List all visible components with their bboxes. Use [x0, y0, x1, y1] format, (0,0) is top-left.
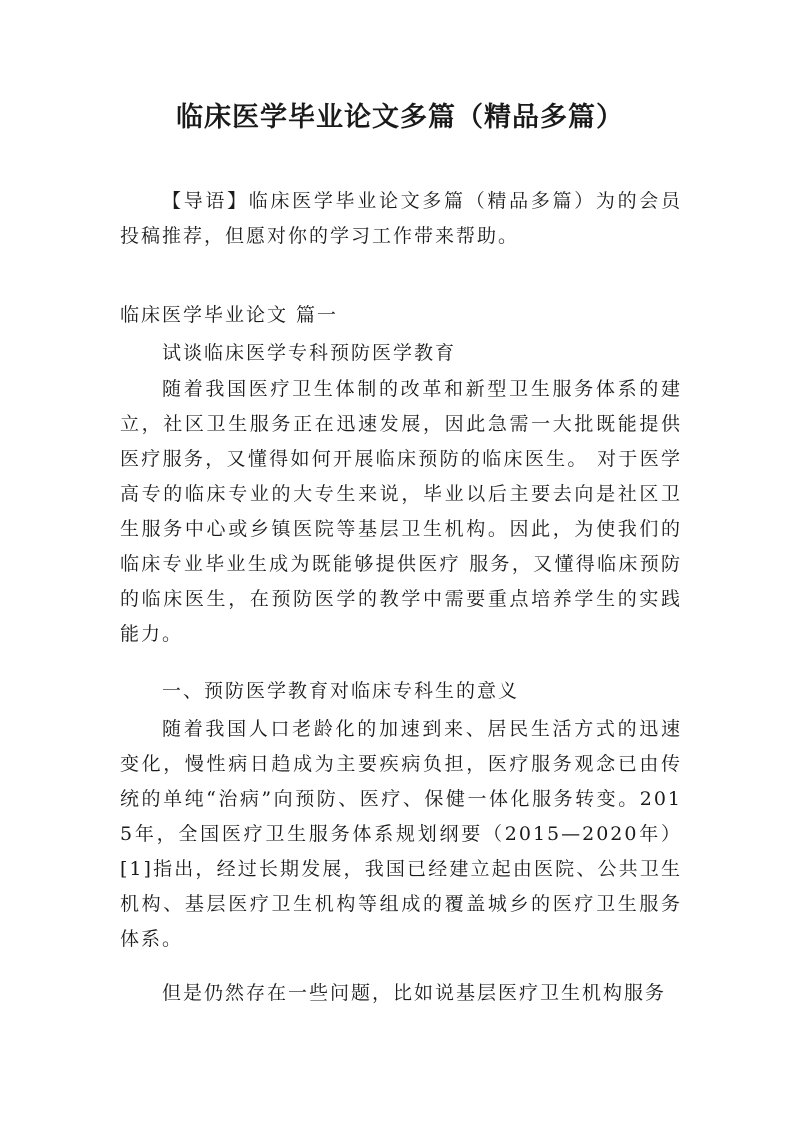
- body-paragraph: 随着我国人口老龄化的加速到来、居民生活方式的迅速变化，慢性病日趋成为主要疾病负担，医疗服务观念已由传统的单纯“治病”向预防、医疗、保健一体化服务转变。2015年，全国医疗卫生服务体系规划纲要（2015—2020年）[1]指出，经过长期发展，我国已经建立起由医院、公共卫生机构、基层医疗卫生机构等组成的覆盖城乡的医疗卫生服务体系。: [120, 718, 682, 950]
- body-paragraph: 但是仍然存在一些问题，比如说基层医疗卫生机构服务: [162, 982, 667, 1004]
- section-heading: 临床医学毕业论文 篇一: [120, 304, 339, 326]
- article-subtitle: 试谈临床医学专科预防医学教育: [162, 342, 457, 364]
- lead-paragraph: 【导语】临床医学毕业论文多篇（精品多篇）为的会员投稿推荐，但愿对你的学习工作带来帮助。: [120, 190, 682, 247]
- body-paragraph: 随着我国医疗卫生体制的改革和新型卫生服务体系的建立，社区卫生服务正在迅速发展，因此急需一大批既能提供医疗服务，又懂得如何开展临床预防的临床医生。 对于医学高专的临床专业的大专生来说，毕业以后主要去向是社区卫生服务中心或乡镇医院等基层卫生机构。因此，为使我们的临床专业毕业生成为既能够提供医疗 服务，又懂得临床预防的临床医生，在预防医学的教学中需要重点培养学生的实践能力。: [120, 378, 682, 645]
- document-title: 临床医学毕业论文多篇（精品多篇）: [176, 102, 624, 133]
- subsection-heading: 一、预防医学教育对临床专科生的意义: [162, 680, 520, 702]
